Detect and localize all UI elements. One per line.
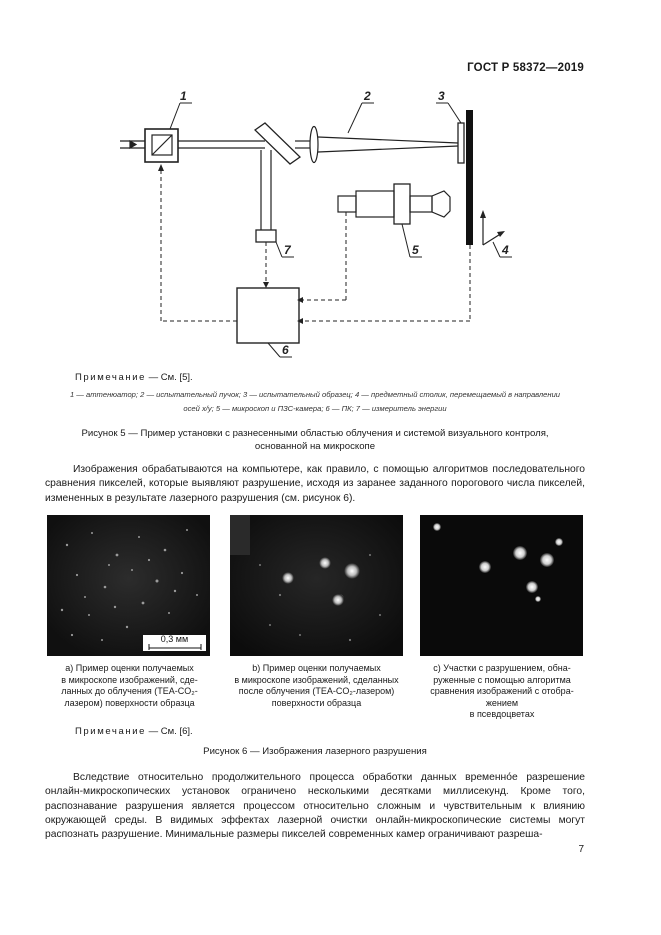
label-5: 5 [412, 243, 419, 257]
label-2: 2 [364, 89, 371, 103]
photo-a [47, 515, 210, 656]
document-header: ГОСТ Р 58372—2019 [467, 62, 584, 74]
figure-6-caption: Рисунок 6 — Изображения лазерного разрушения [203, 746, 427, 757]
note-word: Примечание [75, 726, 146, 737]
paragraph-1: Изображения обрабатываются на компьютере, как правило, с помощью алгоритмов последовательного сравнения пикселей, которые выявляют разрушение, исходя из заранее заданного порогового числа пикселей, измененных в результате лазерного разрушения (см. рисунок 6). [45, 464, 585, 504]
scale-bar-label: 0,3 мм [160, 634, 189, 644]
figure-5-caption [45, 427, 585, 453]
photo-c [420, 515, 583, 656]
label-7: 7 [284, 243, 291, 257]
figure-6-note [75, 726, 193, 737]
caption-line-1: Рисунок 5 — Пример установки с разнесенными областью облучения и системой визуального контроля, [81, 428, 549, 439]
photo-b [230, 515, 403, 656]
figure-5-diagram [100, 85, 600, 380]
note-word: Примечание [75, 372, 146, 383]
note-text: — См. [5]. [146, 372, 193, 383]
label-4: 4 [502, 243, 509, 257]
label-3: 3 [438, 89, 445, 103]
legend-line-1: 1 — аттенюатор; 2 — испытательный пучок; 3 — испытательный образец; 4 — предметный столик, перемещаемый в направлении [69, 390, 561, 399]
figure-5-note [75, 372, 193, 383]
caption-a: a) Пример оценки получаемых в микроскопе изображений, сде- ланных до облучения (ТЕА-CO₂- лазером) поверхности образца [61, 663, 198, 708]
caption-line-2: основанной на микроскопе [254, 441, 376, 452]
paragraph-2: Вследствие относительно продолжительного процесса обработки данных временно́е разрешение онлайн-микроскопических установок ограничено несколькими десятками миллисекунд. Кроме того, распознавание разрушения является процессом относительно сложным и чувствительным к влиянию окружающей среды. В видимых эффектах лазерной очистки онлайн-микроскопические системы могут распознать разрушение. Минимальные размеры пикселей современных камер ограничивают разреша- [45, 772, 585, 841]
note-text: — См. [6]. [146, 726, 193, 737]
figure-5-legend [45, 388, 585, 415]
caption-c: c) Участки с разрушением, обна- руженные с помощью алгоритма сравнения изображений с отобра- жением в псевдоцветах [430, 663, 574, 720]
label-6: 6 [282, 343, 289, 357]
caption-b: b) Пример оценки получаемых в микроскопе изображений, сделанных после облучения (ТЕА-CO₂-лазером) поверхности образца [234, 663, 399, 708]
label-1: 1 [180, 89, 187, 103]
legend-line-2: осей x/y; 5 — микроскоп и ПЗС-камера; 6 — ПК; 7 — измеритель энергии [183, 403, 447, 413]
page-number: 7 [578, 844, 584, 855]
